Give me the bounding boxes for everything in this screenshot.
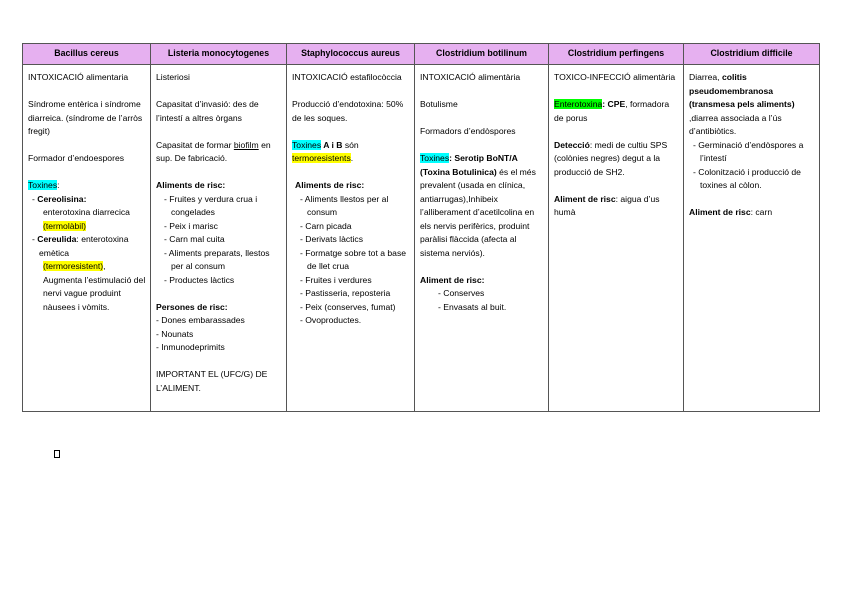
invasion-text: Capasitat d’invasió: des de l’intestí a altres òrgans — [156, 99, 259, 123]
list-item: - Germinació d’endòspores a l’intestí — [693, 139, 804, 163]
cell-clostridium-botulinum — [415, 65, 549, 412]
cell-clostridium-perfringens — [549, 65, 684, 412]
list-item: - Colonització i producció de toxines al còlon. — [693, 166, 801, 190]
disease-text: Diarrea, colitis pseudomembranosa (transmesa pels aliments) ,diarrea associada a l’ús d’antibiòtics. — [689, 72, 795, 136]
list-item: - Fruites i verdures — [300, 274, 372, 285]
list-item: - Nounats — [156, 328, 194, 339]
list-item: - Peix i marisc — [164, 220, 218, 231]
toxines-highlight: Toxines — [28, 180, 58, 190]
enterotoxin-text: Enterotoxina: CPE, formadora de porus — [554, 99, 670, 123]
disease-name: Listeriosi — [156, 72, 190, 82]
list-item: - Inmunodeprimits — [156, 342, 225, 352]
risk-foods-heading: Aliments de risc: — [295, 180, 365, 190]
list-item: - Carn mal cuita — [164, 234, 225, 244]
termoresistents-highlight: termoresistents — [292, 153, 351, 163]
list-item: - Aliments preparats, llestos per al consum — [164, 247, 270, 271]
content-row — [23, 65, 820, 412]
toxines-heading: Toxines: — [28, 180, 60, 190]
list-item: - Envasats al buit. — [438, 301, 507, 312]
list-item: - Ovoproductes. — [300, 315, 362, 325]
list-item: - Formatge sobre tot a base de llet crua — [300, 247, 407, 271]
cell-bacillus-cereus — [23, 65, 151, 412]
list-item: - Fruites y verdura crua i congelades — [164, 193, 258, 217]
toxin-item-cereolisina: - Cereolisina: — [32, 193, 87, 204]
spore-text: Formadors d’endòspores — [420, 126, 516, 136]
intoxication-type: INTOXICACIÓ estafilocòccia — [292, 72, 402, 82]
termoresistent-highlight: (termoresistent) — [43, 261, 104, 271]
list-item: - Pastisseria, reposteria — [300, 288, 391, 298]
syndrome-text: Síndrome entèrica i síndrome diarreica. (síndrome de l’arròs fregit) — [28, 99, 143, 136]
header-row — [23, 44, 820, 65]
risk-food-text: Aliment de risc: carn — [689, 207, 773, 217]
header-bacillus-cereus: Bacillus cereus — [23, 44, 151, 65]
toxines-text: Toxines: Serotip BoNT/A (Toxina Botulinica) és el més prevalent (usada en clínica, antiarrugas),Inhibeix l’alliberament d’acetilcolina en els nervis perifèrics, produint paràlisi flàccida (afecta al sistema nerviós). — [420, 153, 536, 258]
risk-foods-heading: Aliments de risc: — [156, 180, 226, 190]
toxin-desc-cereulida: (termoresistent), Augmenta l’estimulació del nervi vague produint nàusees i vòmits. — [43, 261, 146, 312]
list-item: - Productes làctics — [164, 274, 235, 285]
header-listeria: Listeria monocytogenes — [151, 44, 287, 65]
toxines-highlight: Toxines — [420, 153, 450, 163]
list-item: - Conserves — [438, 288, 485, 298]
important-note: IMPORTANT EL (UFC/G) DE L’ALIMENT. — [156, 369, 268, 393]
risk-food-text: Aliment de risc: aigua d’us humà — [554, 193, 660, 217]
biofilm-text: Capasitat de formar biofilm en sup. De fabricació. — [156, 139, 271, 163]
cell-staphylococcus — [287, 65, 415, 412]
header-clostridium-botulinum: Clostridium botilinum — [415, 44, 549, 65]
cell-clostridium-difficile — [684, 65, 820, 412]
list-item: - Aliments llestos per al consum — [300, 193, 389, 217]
bacteria-comparison-table — [22, 43, 820, 412]
spore-text: Formador d’endoespores — [28, 153, 125, 163]
detection-text: Detecció: medi de cultiu SPS (colònies negres) degut a la producció de SH2. — [554, 139, 668, 177]
list-item: - Peix (conserves, fumat) — [300, 301, 396, 312]
enterotoxina-highlight: Enterotoxina — [554, 99, 603, 109]
list-item: - Derivats làctics — [300, 234, 364, 244]
header-clostridium-difficile: Clostridium difficile — [684, 44, 820, 65]
list-item: - Dones embarassades — [156, 315, 245, 325]
risk-food-heading: Aliment de risc: — [420, 274, 485, 285]
placeholder-glyph-icon — [54, 450, 60, 458]
toxines-highlight: Toxines — [292, 139, 322, 150]
header-clostridium-perfringens: Clostridium perfingens — [549, 44, 684, 65]
endotoxin-text: Producció d’endotoxina: 50% de les soques. — [292, 99, 404, 123]
toxines-text: Toxines A i B són termoresistents. — [292, 139, 359, 163]
header-staphylococcus: Staphylococcus aureus — [287, 44, 415, 65]
toxin-item-cereulida: - Cereulida: enterotoxina emètica — [32, 234, 129, 258]
cell-listeria — [151, 65, 287, 412]
risk-persons-heading: Persones de risc: — [156, 301, 228, 312]
infection-type: TOXICO-INFECCIÓ alimentària — [554, 72, 676, 82]
intoxication-type: INTOXICACIÓ alimentària — [420, 72, 521, 82]
toxin-desc-cereolisina: enterotoxina diarrecica (termolàbil) — [43, 207, 130, 231]
disease-name: Botulisme — [420, 99, 458, 109]
termolabil-highlight: (termolàbil) — [43, 220, 86, 231]
intoxication-type: INTOXICACIÓ alimentaria — [28, 72, 129, 82]
list-item: - Carn picada — [300, 220, 352, 231]
